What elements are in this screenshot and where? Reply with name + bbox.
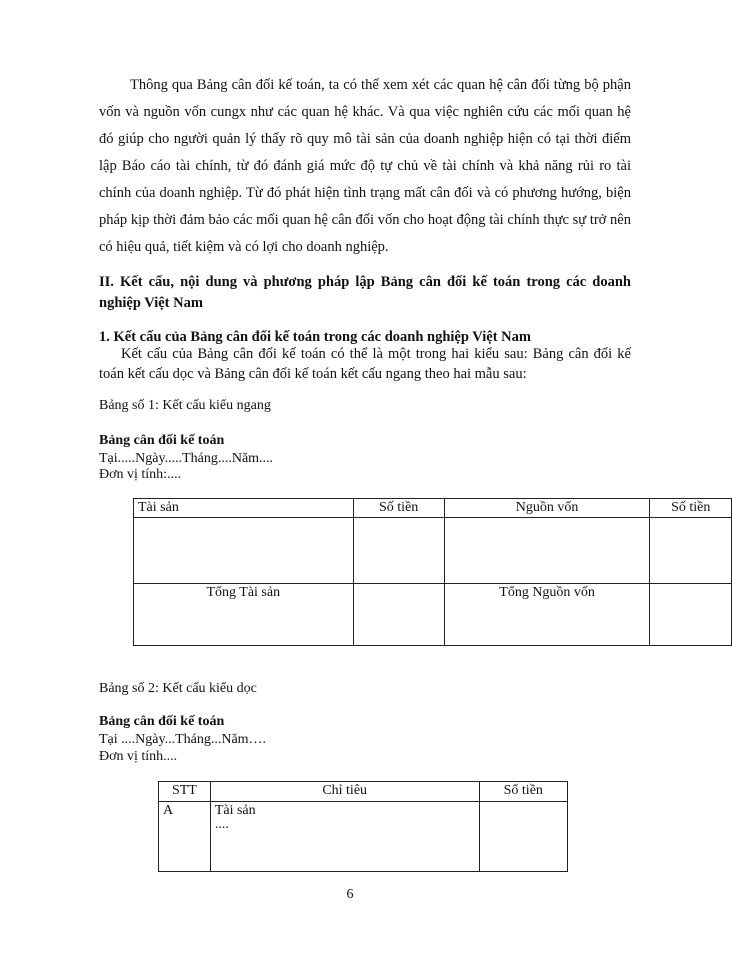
- header-amount-2: Số tiền: [650, 499, 732, 518]
- table1-title: Bảng cân đối kế toán: [99, 433, 225, 448]
- table2-date-line: Tại ....Ngày...Tháng...Năm….: [99, 732, 267, 747]
- table2-title: Bảng cân đối kế toán: [99, 714, 225, 729]
- sources-amount-cell: [650, 518, 732, 584]
- header-assets: Tài sản: [134, 499, 354, 518]
- table1-unit-line: Đơn vị tính:....: [99, 467, 182, 482]
- row-indicator-more: ....: [214, 817, 229, 832]
- subsection-paragraph: Kết cấu của Bảng cân đối kế toán có thể là một trong hai kiểu sau: Bảng cân đối kế toán kết cấu dọc và Bảng cân đối kế toán kết cấu ngang theo hai mẫu sau:: [99, 346, 631, 382]
- header-stt: STT: [159, 782, 211, 802]
- row-stt: A: [159, 802, 211, 872]
- sources-cell: [444, 518, 650, 584]
- balance-sheet-horizontal-table: [133, 498, 732, 646]
- intro-paragraph: Thông qua Bảng cân đối kế toán, ta có thể xem xét các quan hệ cân đối từng bộ phận vốn và nguồn vốn cungx như các quan hệ khác. Và qua việc nghiên cứu các mối quan hệ đó giúp cho người quản lý thấy rõ quy mô tài sản của doanh nghiệp hiện có tại thời điểm lập Báo cáo tài chính, từ đó đánh giá mức độ tự chủ về tài chính và khả năng rủi ro tài chính của doanh nghiệp. Từ đó phát hiện tình trạng mất cân đối và có phương hướng, biện pháp kịp thời đảm bảo các mối quan hệ cân đối vốn cho hoạt động tài chính thực sự trở nên có hiệu quả, tiết kiệm và có lợi cho doanh nghiệp.: [99, 77, 631, 255]
- balance-sheet-vertical-table: [158, 781, 568, 872]
- table1-caption: Bảng số 1: Kết cấu kiểu ngang: [99, 398, 271, 413]
- header-amount: Số tiền: [479, 782, 567, 802]
- row-indicator: [210, 802, 479, 872]
- subsection-heading: 1. Kết cấu của Bảng cân đối kế toán trong các doanh nghiệp Việt Nam: [99, 329, 531, 345]
- header-sources: Nguồn vốn: [444, 499, 650, 518]
- table2-unit-line: Đơn vị tính....: [99, 749, 178, 764]
- total-assets-amount: [353, 584, 444, 646]
- assets-amount-cell: [353, 518, 444, 584]
- row-indicator-label: Tài sản: [214, 803, 256, 818]
- total-sources-amount: [650, 584, 732, 646]
- section-heading: II. Kết cấu, nội dung và phương pháp lập Bảng cân đối kế toán trong các doanh nghiệp Việt Nam: [99, 274, 631, 311]
- header-amount-1: Số tiền: [353, 499, 444, 518]
- page-number: 6: [346, 887, 354, 902]
- header-indicator: Chỉ tiêu: [210, 782, 479, 802]
- row-amount: [479, 802, 567, 872]
- table1-date-line: Tại.....Ngày.....Tháng....Năm....: [99, 451, 274, 466]
- total-sources-cell: Tổng Nguồn vốn: [444, 584, 650, 646]
- table2-caption: Bảng số 2: Kết cấu kiểu dọc: [99, 681, 257, 696]
- assets-cell: [134, 518, 354, 584]
- total-assets-cell: Tổng Tài sản: [134, 584, 354, 646]
